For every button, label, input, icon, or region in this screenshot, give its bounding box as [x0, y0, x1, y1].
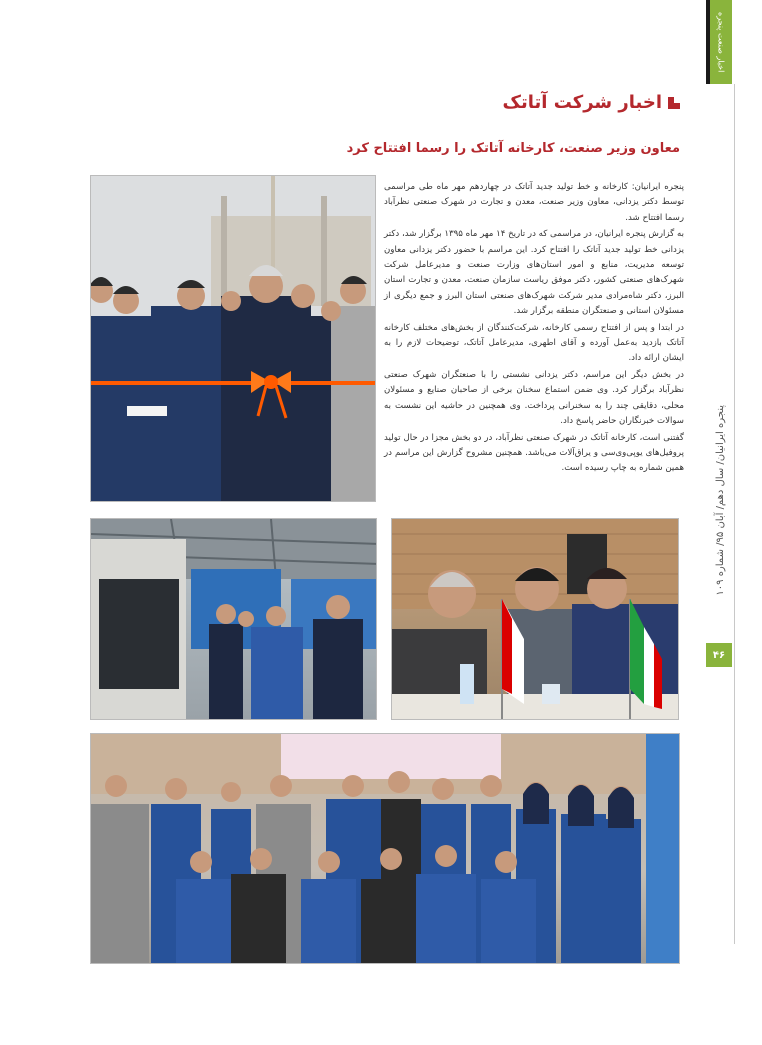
side-tab-label: اخبار صنعت پنجره: [716, 11, 726, 73]
factory-tour-photo: [90, 518, 377, 720]
panel-meeting-photo: [391, 518, 679, 720]
paragraph: در ابتدا و پس از افتتاح رسمی کارخانه، شرکت‌کنندگان از بخش‌های مختلف کارخانه آتاتک بازدید به‌عمل آورده و آقای اطهری، مدیرعامل آتاتک، توضیحات لازم را به ایشان ارائه داد.: [384, 322, 684, 364]
issue-info: [700, 360, 740, 640]
paragraph: پنجره ایرانیان: کارخانه و خط تولید جدید آتاتک در چهاردهم مهر ماه طی مراسمی توسط دکتر یزدانی، معاون وزیر صنعت، معدن و تجارت در شهرک صنعتی نظرآباد رسما افتتاح شد.: [384, 182, 684, 223]
issue-info-text: پنجره ایرانیان/ سال دهم/ آبان ۹۵/ شماره ۱۰۹: [714, 404, 726, 596]
article-body: [384, 180, 684, 478]
section-title-text: اخبار شرکت آتاتک: [502, 92, 662, 113]
article-headline: معاون وزیر صنعت، کارخانه آتاتک را رسما افتتاح کرد: [346, 141, 680, 156]
section-side-tab: [706, 0, 732, 84]
paragraph: به گزارش پنجره ایرانیان، در مراسمی که در تاریخ ۱۴ مهر ماه ۱۳۹۵ برگزار شد، دکتر یزدانی خط تولید جدید آتاتک را افتتاح کرد. این مراسم با حضور دکتر یزدانی معاون توسعه مدیریت، منابع و امور استان‌های وزارت صنعت و مدیرعامل شرکت شهرک‌های صنعتی کشور، دکتر موفق ریاست سازمان صنعت، معدن و تجارت استان البرز، دکتر شاه‌مرادی مدیر شرکت شهرک‌های صنعتی استان البرز و جمع دیگری از مسئولان استانی و صنعتگران منطقه برگزار شد.: [383, 229, 684, 317]
page-number: ۴۶: [706, 643, 732, 667]
paragraph: گفتنی است، کارخانه آتاتک در شهرک صنعتی نظرآباد، در دو بخش مجزا در حال تولید پروفیل‌های یوپی‌وی‌سی و یراق‌آلات می‌باشد. همچنین مشروح گزارش این مراسم در همین شماره به چاپ رسیده است.: [384, 432, 684, 474]
paragraph: در بخش دیگر این مراسم، دکتر یزدانی نشستی را با صنعتگران شهرک صنعتی نظرآباد برگزار کرد. وی ضمن استماع سخنان برخی از صاحبان صنایع و مسئولان محلی، دقایقی چند را به سخنرانی پرداخت. وی همچنین در حاشیه این نشست به سوالات خبرنگاران حاضر پاسخ داد.: [384, 369, 684, 427]
ribbon-cutting-photo: [90, 175, 376, 502]
section-title: [503, 92, 680, 113]
section-marker-icon: [668, 97, 680, 109]
group-photo: [90, 733, 680, 964]
